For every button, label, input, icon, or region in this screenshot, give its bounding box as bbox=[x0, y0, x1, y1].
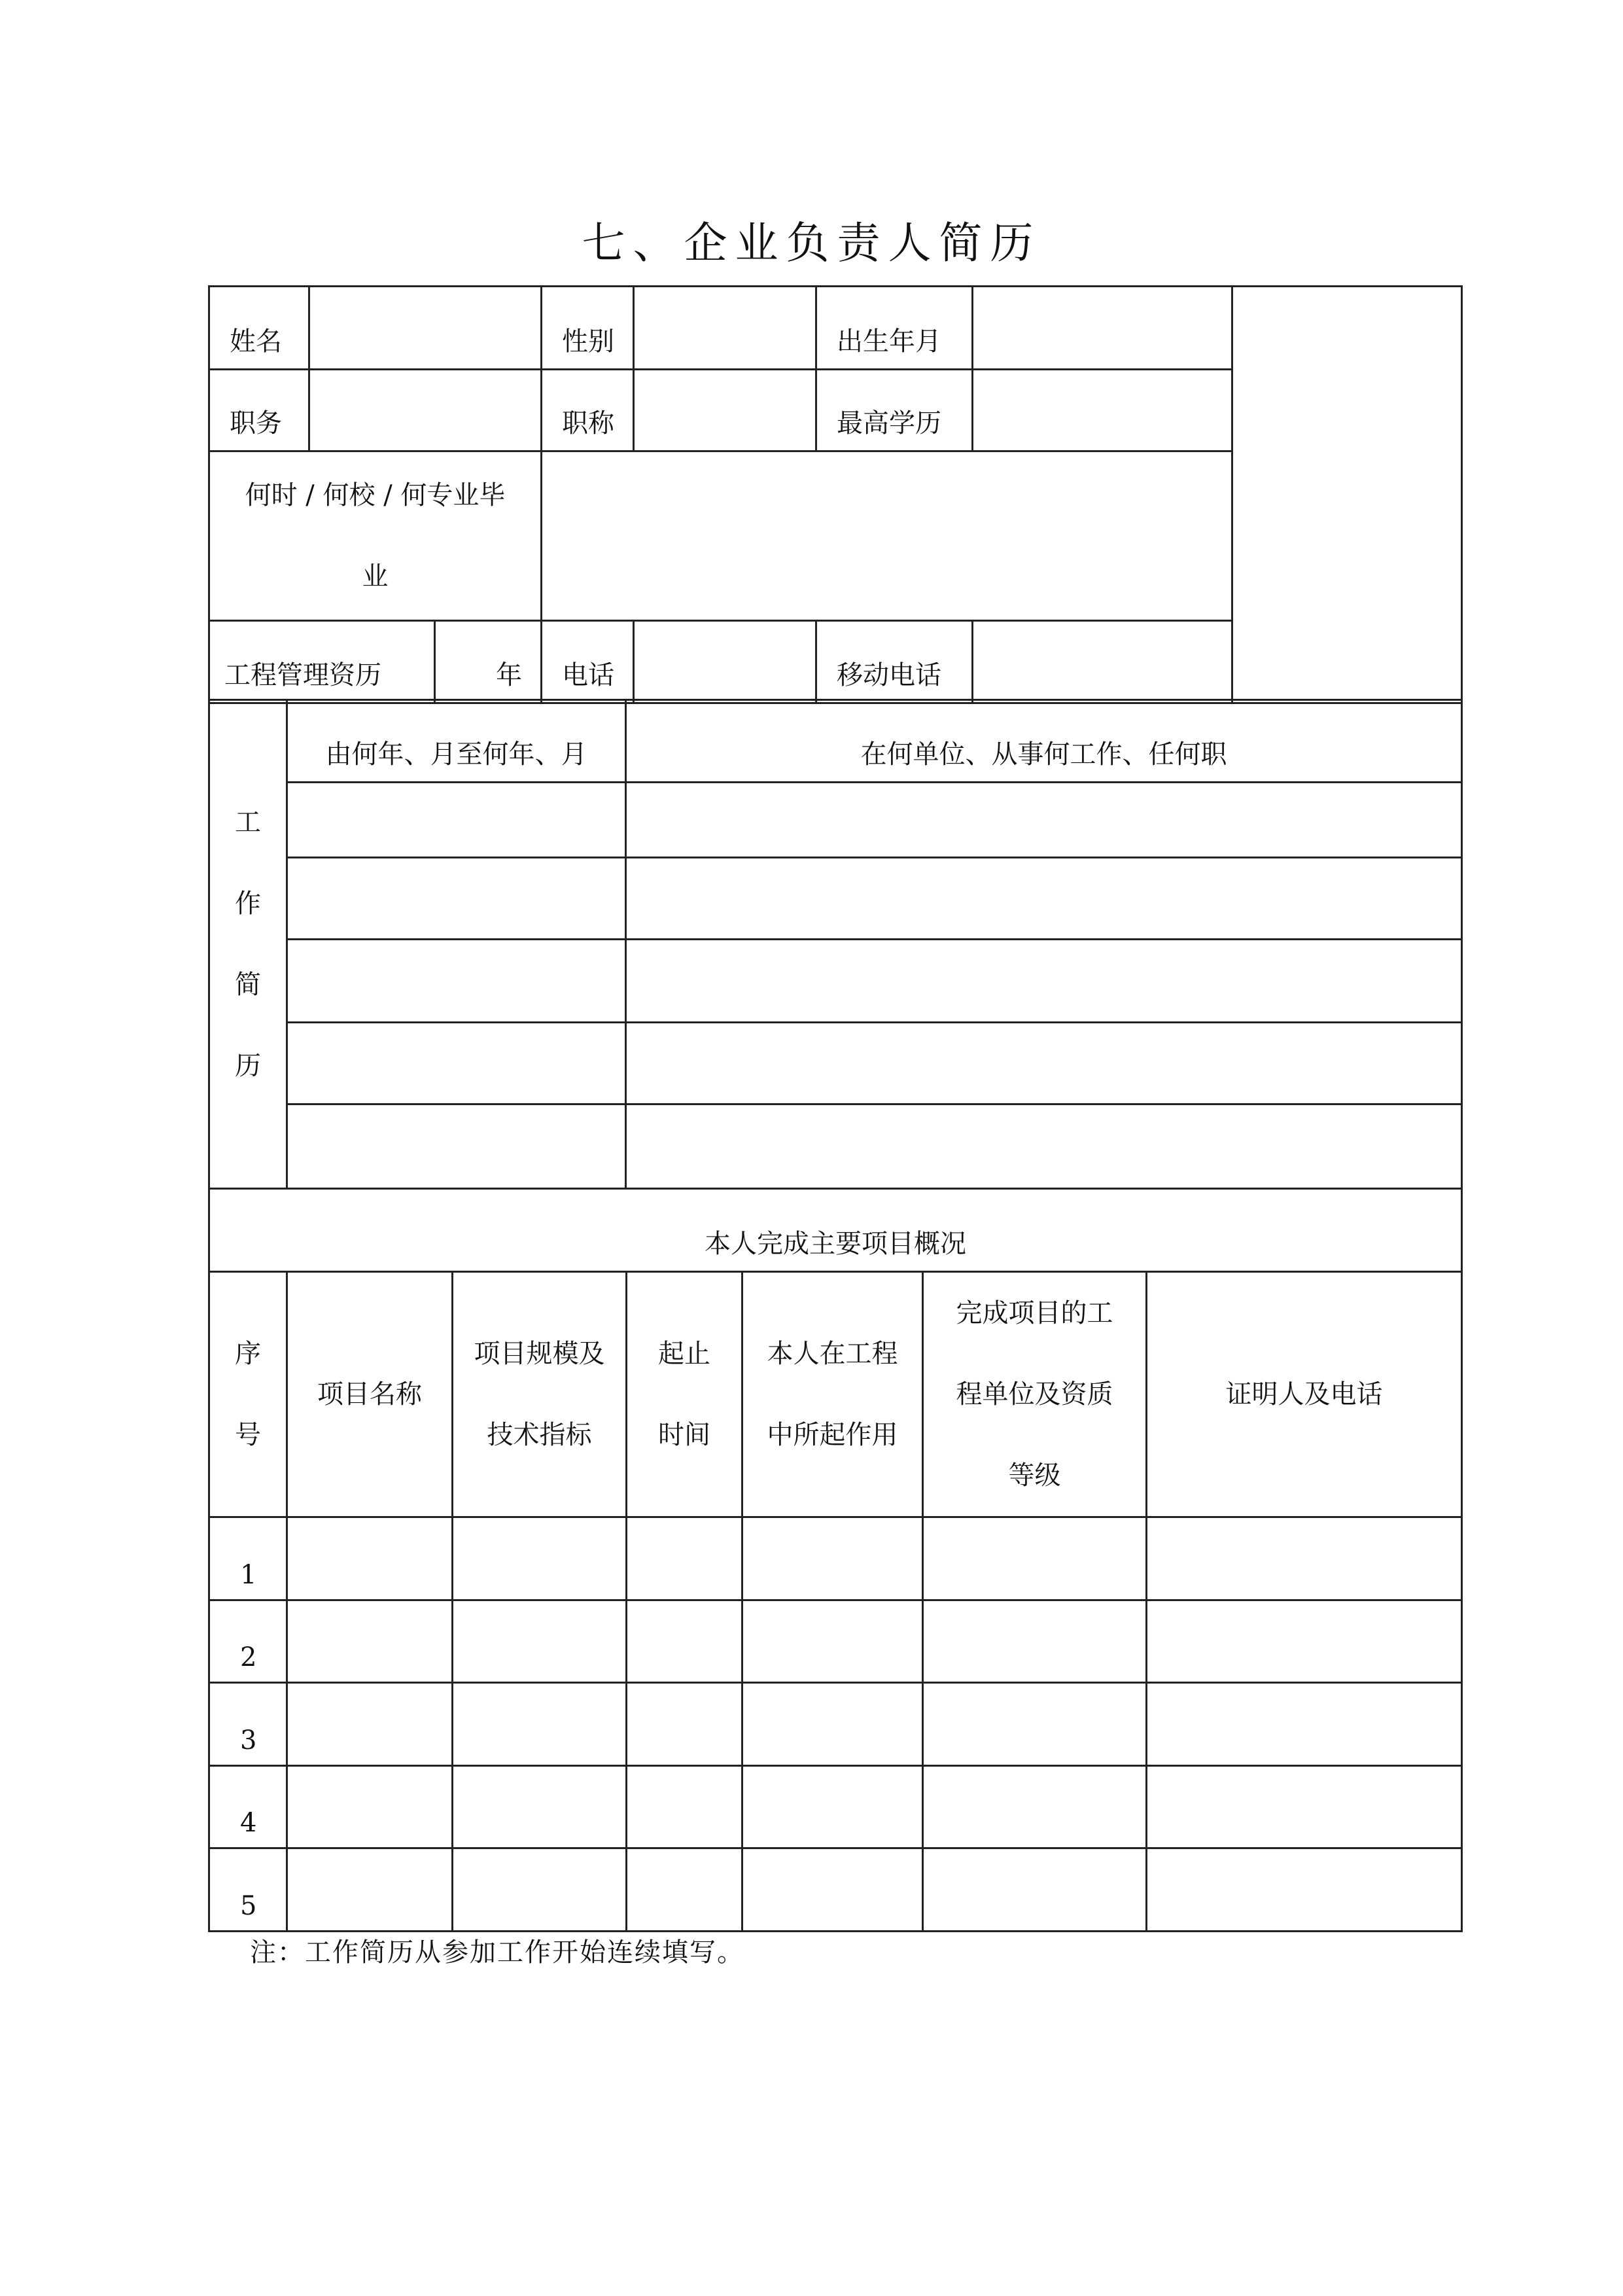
seq-cell: 1 bbox=[209, 1517, 287, 1600]
graduation-label bbox=[209, 451, 542, 621]
education-label: 最高学历 bbox=[816, 370, 973, 451]
gender-field[interactable] bbox=[634, 287, 816, 370]
table-row bbox=[209, 783, 1462, 858]
col-scale-header bbox=[453, 1272, 627, 1517]
project-witness-cell[interactable] bbox=[1147, 1683, 1462, 1766]
education-field[interactable] bbox=[973, 370, 1232, 451]
project-role-cell[interactable] bbox=[742, 1848, 923, 1932]
detail-cell[interactable] bbox=[626, 783, 1462, 858]
photo-box bbox=[1232, 287, 1462, 703]
col-period-line: 起止 bbox=[658, 1339, 710, 1369]
gender-label: 性别 bbox=[542, 287, 634, 370]
birth-label: 出生年月 bbox=[816, 287, 973, 370]
table-row bbox=[209, 1600, 1462, 1683]
basic-info-table bbox=[208, 285, 1463, 704]
experience-years[interactable]: 年 bbox=[435, 621, 542, 703]
seq-cell: 3 bbox=[209, 1683, 287, 1766]
period-cell[interactable] bbox=[287, 1104, 626, 1189]
detail-cell[interactable] bbox=[626, 940, 1462, 1023]
projects-table bbox=[208, 1188, 1463, 1932]
project-period-cell[interactable] bbox=[627, 1766, 742, 1848]
mobile-field[interactable] bbox=[973, 621, 1232, 703]
project-name-cell[interactable] bbox=[287, 1848, 453, 1932]
col-role-header bbox=[742, 1272, 923, 1517]
project-role-cell[interactable] bbox=[742, 1683, 923, 1766]
project-witness-cell[interactable] bbox=[1147, 1848, 1462, 1932]
project-role-cell[interactable] bbox=[742, 1766, 923, 1848]
col-detail-header: 在何单位、从事何工作、任何职 bbox=[626, 700, 1462, 783]
period-cell[interactable] bbox=[287, 940, 626, 1023]
seq-cell: 4 bbox=[209, 1766, 287, 1848]
project-period-cell[interactable] bbox=[627, 1683, 742, 1766]
project-scale-cell[interactable] bbox=[453, 1766, 627, 1848]
name-field[interactable] bbox=[309, 287, 542, 370]
table-row bbox=[209, 1023, 1462, 1104]
experience-label: 工程管理资历 bbox=[209, 621, 435, 703]
project-role-cell[interactable] bbox=[742, 1517, 923, 1600]
project-role-cell[interactable] bbox=[742, 1600, 923, 1683]
col-unit-line: 等级 bbox=[1008, 1460, 1061, 1491]
project-unit-cell[interactable] bbox=[923, 1848, 1147, 1932]
col-scale-line: 项目规模及 bbox=[474, 1339, 605, 1369]
project-unit-cell[interactable] bbox=[923, 1517, 1147, 1600]
col-scale-line: 技术指标 bbox=[487, 1420, 592, 1450]
table-row bbox=[209, 1683, 1462, 1766]
col-unit-line: 程单位及资质 bbox=[956, 1379, 1113, 1409]
project-unit-cell[interactable] bbox=[923, 1683, 1147, 1766]
project-name-cell[interactable] bbox=[287, 1517, 453, 1600]
project-name-cell[interactable] bbox=[287, 1683, 453, 1766]
work-history-char: 历 bbox=[235, 1051, 261, 1081]
col-seq-line: 序 bbox=[235, 1339, 261, 1369]
col-unit-header bbox=[923, 1272, 1147, 1517]
project-scale-cell[interactable] bbox=[453, 1683, 627, 1766]
project-witness-cell[interactable] bbox=[1147, 1517, 1462, 1600]
col-witness-header: 证明人及电话 bbox=[1147, 1272, 1462, 1517]
col-seq-header bbox=[209, 1272, 287, 1517]
position-field[interactable] bbox=[309, 370, 542, 451]
project-period-cell[interactable] bbox=[627, 1848, 742, 1932]
title-field[interactable] bbox=[634, 370, 816, 451]
col-period-line: 时间 bbox=[658, 1420, 710, 1450]
project-witness-cell[interactable] bbox=[1147, 1766, 1462, 1848]
project-scale-cell[interactable] bbox=[453, 1848, 627, 1932]
col-period-header: 由何年、月至何年、月 bbox=[287, 700, 626, 783]
project-name-cell[interactable] bbox=[287, 1766, 453, 1848]
phone-label: 电话 bbox=[542, 621, 634, 703]
period-cell[interactable] bbox=[287, 858, 626, 940]
detail-cell[interactable] bbox=[626, 1023, 1462, 1104]
graduation-field[interactable] bbox=[542, 451, 1232, 621]
seq-cell: 5 bbox=[209, 1848, 287, 1932]
project-period-cell[interactable] bbox=[627, 1600, 742, 1683]
name-label: 姓名 bbox=[209, 287, 309, 370]
col-name-header: 项目名称 bbox=[287, 1272, 453, 1517]
project-name-cell[interactable] bbox=[287, 1600, 453, 1683]
projects-section-title: 本人完成主要项目概况 bbox=[209, 1189, 1462, 1272]
detail-cell[interactable] bbox=[626, 858, 1462, 940]
col-period-header bbox=[627, 1272, 742, 1517]
col-seq-line: 号 bbox=[235, 1420, 261, 1450]
work-history-label bbox=[209, 700, 287, 1189]
mobile-label: 移动电话 bbox=[816, 621, 973, 703]
phone-field[interactable] bbox=[634, 621, 816, 703]
graduation-label-line2: 业 bbox=[362, 561, 389, 592]
col-role-line: 本人在工程 bbox=[767, 1339, 898, 1369]
col-role-line: 中所起作用 bbox=[767, 1420, 898, 1450]
title-label: 职称 bbox=[542, 370, 634, 451]
detail-cell[interactable] bbox=[626, 1104, 1462, 1189]
period-cell[interactable] bbox=[287, 1023, 626, 1104]
table-row bbox=[209, 940, 1462, 1023]
birth-field[interactable] bbox=[973, 287, 1232, 370]
work-history-char: 作 bbox=[235, 889, 261, 919]
footnote: 注：工作简历从参加工作开始连续填写。 bbox=[250, 1937, 744, 1968]
graduation-label-line1: 何时 / 何校 / 何专业毕 bbox=[245, 480, 506, 510]
page-title: 七、企业负责人简历 bbox=[582, 218, 1041, 268]
project-period-cell[interactable] bbox=[627, 1517, 742, 1600]
project-scale-cell[interactable] bbox=[453, 1600, 627, 1683]
work-history-char: 简 bbox=[235, 970, 261, 1000]
project-scale-cell[interactable] bbox=[453, 1517, 627, 1600]
table-row bbox=[209, 1848, 1462, 1932]
project-unit-cell[interactable] bbox=[923, 1600, 1147, 1683]
table-row bbox=[209, 1104, 1462, 1189]
seq-cell: 2 bbox=[209, 1600, 287, 1683]
position-label: 职务 bbox=[209, 370, 309, 451]
project-unit-cell[interactable] bbox=[923, 1766, 1147, 1848]
table-row bbox=[209, 1517, 1462, 1600]
project-witness-cell[interactable] bbox=[1147, 1600, 1462, 1683]
period-cell[interactable] bbox=[287, 783, 626, 858]
work-history-table bbox=[208, 699, 1463, 1190]
col-unit-line: 完成项目的工 bbox=[956, 1298, 1113, 1328]
table-row bbox=[209, 1766, 1462, 1848]
table-row bbox=[209, 858, 1462, 940]
work-history-char: 工 bbox=[235, 807, 261, 838]
